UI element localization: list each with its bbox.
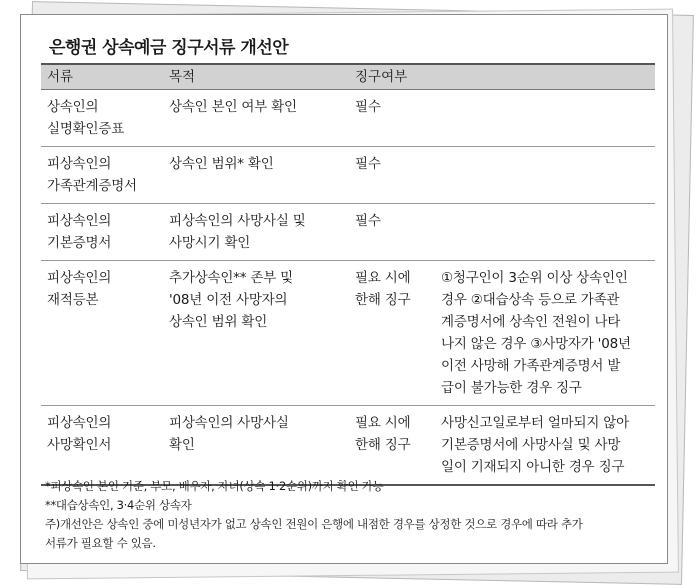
cell-required: 필수	[349, 204, 435, 261]
footnotes	[45, 477, 665, 553]
header-purpose: 목적	[163, 64, 349, 90]
document-title: 은행권 상속예금 징구서류 개선안	[49, 38, 289, 58]
cell-note	[435, 90, 655, 147]
cell-purpose: 피상속인의 사망사실 및 사망시기 확인	[163, 204, 349, 261]
document-sheet	[20, 14, 668, 564]
cell-document: 피상속인의 가족관계증명서	[41, 147, 163, 204]
cell-required: 필수	[349, 90, 435, 147]
cell-note	[435, 204, 655, 261]
header-note	[435, 64, 655, 90]
header-required: 징구여부	[349, 64, 435, 90]
cell-note	[435, 147, 655, 204]
cell-required: 필요 시에 한해 징구	[349, 261, 435, 406]
footnote-single-star: *피상속인 본인 기준, 부모, 배우자, 자녀(상속 1·2순위)까지 확인 가능	[45, 479, 384, 493]
cell-document: 피상속인의 사망확인서	[41, 406, 163, 486]
cell-required: 필요 시에 한해 징구	[349, 406, 435, 486]
table-row	[41, 406, 655, 486]
cell-purpose: 상속인 본인 여부 확인	[163, 90, 349, 147]
table-row	[41, 90, 655, 147]
cell-note: ①청구인이 3순위 이상 상속인인 경우 ②대습상속 등으로 가족관 계증명서에 상속인 전원이 나타 나지 않은 경우 ③사망자가 '08년 이전 사망해 가족관계증명서 발 급이 불가능한 경우 징구	[435, 261, 655, 406]
footnote-double-star: **대습상속인, 3·4순위 상속자	[45, 498, 192, 512]
cell-document: 피상속인의 재적등본	[41, 261, 163, 406]
cell-required: 필수	[349, 147, 435, 204]
table-header-row	[41, 64, 655, 90]
cell-note: 사망신고일로부터 얼마되지 않아 기본증명서에 사망사실 및 사망 일이 기재되지 아니한 경우 징구	[435, 406, 655, 486]
cell-purpose: 피상속인의 사망사실 확인	[163, 406, 349, 486]
cell-purpose: 추가상속인** 존부 및 '08년 이전 사망자의 상속인 범위 확인	[163, 261, 349, 406]
table-row	[41, 147, 655, 204]
cell-document: 상속인의 실명확인증표	[41, 90, 163, 147]
table-row	[41, 204, 655, 261]
documents-table	[41, 63, 655, 486]
cell-purpose: 상속인 범위* 확인	[163, 147, 349, 204]
footnote-remark: 주)개선안은 상속인 중에 미성년자가 없고 상속인 전원이 은행에 내점한 경우를 상정한 것으로 경우에 따라 추가 서류가 필요할 수 있음.	[45, 517, 583, 550]
cell-document: 피상속인의 기본증명서	[41, 204, 163, 261]
table-row	[41, 261, 655, 406]
header-document: 서류	[41, 64, 163, 90]
